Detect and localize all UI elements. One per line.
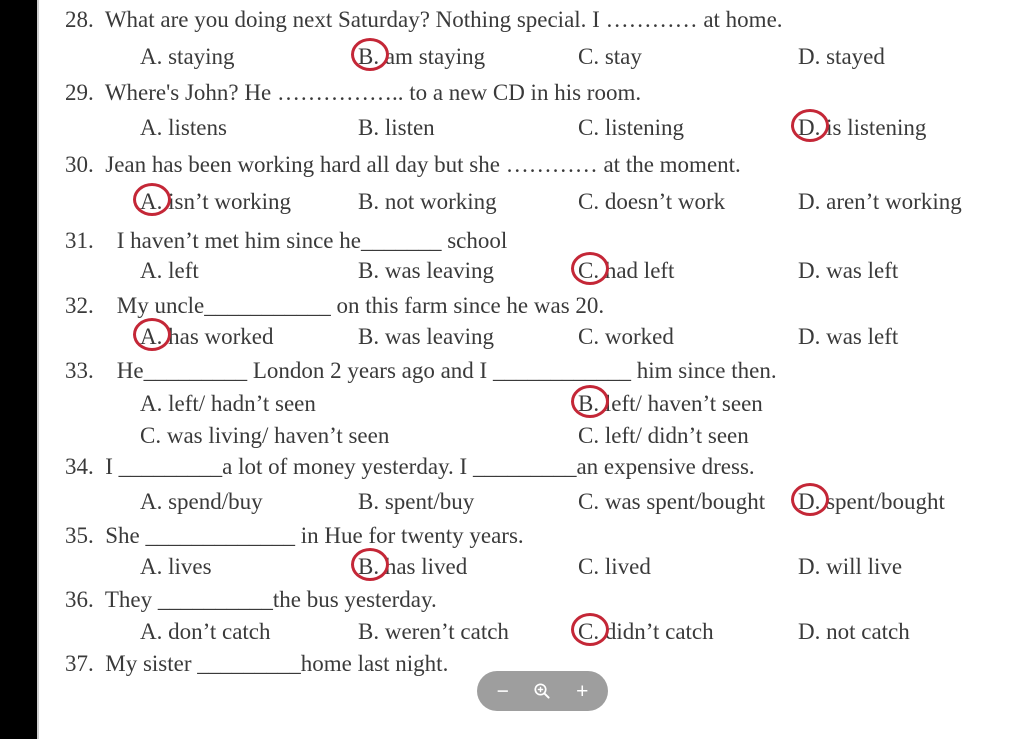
- answer-option-label: B. listen: [358, 115, 435, 140]
- answer-option-label: D. spent/bought: [798, 489, 945, 514]
- answer-option: [140, 422, 389, 449]
- answer-option-label: B. spent/buy: [358, 489, 475, 514]
- answer-option-label: C. doesn’t work: [578, 189, 726, 214]
- letterbox-bar: [0, 0, 37, 739]
- answer-option-label: B. left/ haven’t seen: [578, 391, 763, 416]
- answer-option-label: C. lived: [578, 554, 651, 579]
- question-line: 35. She _____________ in Hue for twenty years.: [65, 523, 524, 548]
- question-line: 37. My sister _________home last night.: [65, 651, 449, 676]
- answer-option: [140, 390, 316, 417]
- question-line: 31. I haven’t met him since he_______ school: [65, 228, 508, 253]
- answer-option: [140, 488, 263, 515]
- answer-option-label: A. isn’t working: [140, 189, 291, 214]
- answer-option: [578, 257, 674, 284]
- answer-circle-annotation: [791, 483, 829, 516]
- answer-option-label: A. staying: [140, 44, 235, 69]
- answer-option: [578, 553, 651, 580]
- answer-option-label: D. will live: [798, 554, 903, 579]
- answer-option: [578, 323, 674, 350]
- answer-option-label: D. was left: [798, 324, 899, 349]
- answer-option-label: C. stay: [578, 44, 642, 69]
- answer-option-label: B. was leaving: [358, 258, 495, 283]
- zoom-in-button[interactable]: +: [572, 681, 592, 702]
- answer-option-label: B. not working: [358, 189, 497, 214]
- answer-option-label: C. listening: [578, 115, 685, 140]
- answer-option: [578, 188, 725, 215]
- answer-circle-annotation: [571, 613, 609, 646]
- answer-option-label: D. not catch: [798, 619, 910, 644]
- answer-option-label: A. listens: [140, 115, 227, 140]
- answer-option-label: A. left: [140, 258, 199, 283]
- answer-option: [140, 323, 274, 350]
- answer-circle-annotation: [791, 109, 829, 142]
- answer-option-label: B. was leaving: [358, 324, 495, 349]
- page-edge-divider: [37, 0, 39, 739]
- magnifier-zoom-icon[interactable]: [528, 681, 556, 701]
- answer-option: [358, 257, 494, 284]
- question-line: 36. They __________the bus yesterday.: [65, 587, 437, 612]
- answer-circle-annotation: [133, 183, 171, 216]
- answer-option: [798, 618, 910, 645]
- answer-option: [140, 553, 212, 580]
- answer-option-label: D. aren’t working: [798, 189, 962, 214]
- answer-option: [140, 43, 235, 70]
- answer-option: [578, 488, 765, 515]
- answer-option-label: D. was left: [798, 258, 899, 283]
- question-line: 30. Jean has been working hard all day but she ………… at the moment.: [65, 152, 741, 177]
- answer-option-label: C. was spent/bought: [578, 489, 766, 514]
- answer-option: [358, 43, 485, 70]
- answer-option-label: B. has lived: [358, 554, 468, 579]
- question-line: 32. My uncle___________ on this farm since he was 20.: [65, 293, 605, 318]
- question-line: 33. He_________ London 2 years ago and I ____________ him since then.: [65, 358, 777, 383]
- answer-option: [798, 323, 898, 350]
- answer-circle-annotation: [351, 548, 389, 581]
- answer-circle-annotation: [571, 385, 609, 418]
- answer-option-label: C. left/ didn’t seen: [578, 423, 749, 448]
- answer-option-label: A. don’t catch: [140, 619, 271, 644]
- answer-option: [578, 618, 714, 645]
- answer-option: [358, 323, 494, 350]
- answer-option-label: A. has worked: [140, 324, 274, 349]
- question-line: 34. I _________a lot of money yesterday. I _________an expensive dress.: [65, 454, 755, 479]
- answer-circle-annotation: [351, 38, 389, 71]
- answer-option: [140, 618, 271, 645]
- answer-option: [798, 488, 945, 515]
- answer-option: [140, 257, 199, 284]
- answer-option: [798, 114, 926, 141]
- answer-option: [358, 553, 467, 580]
- answer-option-label: B. am staying: [358, 44, 486, 69]
- answer-option: [578, 390, 763, 417]
- question-line: 28. What are you doing next Saturday? Nothing special. I ………… at home.: [65, 7, 783, 32]
- answer-circle-annotation: [133, 318, 171, 351]
- answer-option: [798, 257, 898, 284]
- answer-option: [140, 114, 227, 141]
- answer-option-label: A. left/ hadn’t seen: [140, 391, 316, 416]
- answer-circle-annotation: [571, 252, 609, 285]
- answer-option-label: D. stayed: [798, 44, 885, 69]
- answer-option: [358, 488, 474, 515]
- answer-option-label: C. worked: [578, 324, 674, 349]
- answer-option: [358, 618, 509, 645]
- answer-option-label: C. had left: [578, 258, 675, 283]
- answer-option-label: A. lives: [140, 554, 212, 579]
- zoom-toolbar: [477, 671, 608, 711]
- question-line: 29. Where's John? He …………….. to a new CD in his room.: [65, 80, 642, 105]
- answer-option: [798, 553, 902, 580]
- answer-option-label: D. is listening: [798, 115, 927, 140]
- answer-option: [578, 114, 684, 141]
- answer-option: [798, 43, 885, 70]
- answer-option: [358, 114, 435, 141]
- answer-option: [578, 422, 749, 449]
- answer-option: [578, 43, 642, 70]
- answer-option: [358, 188, 497, 215]
- answer-option-label: C. didn’t catch: [578, 619, 714, 644]
- answer-option-label: A. spend/buy: [140, 489, 263, 514]
- zoom-out-button[interactable]: −: [493, 681, 513, 702]
- answer-option-label: B. weren’t catch: [358, 619, 509, 644]
- answer-option: [798, 188, 962, 215]
- answer-option-label: C. was living/ haven’t seen: [140, 423, 390, 448]
- answer-option: [140, 188, 291, 215]
